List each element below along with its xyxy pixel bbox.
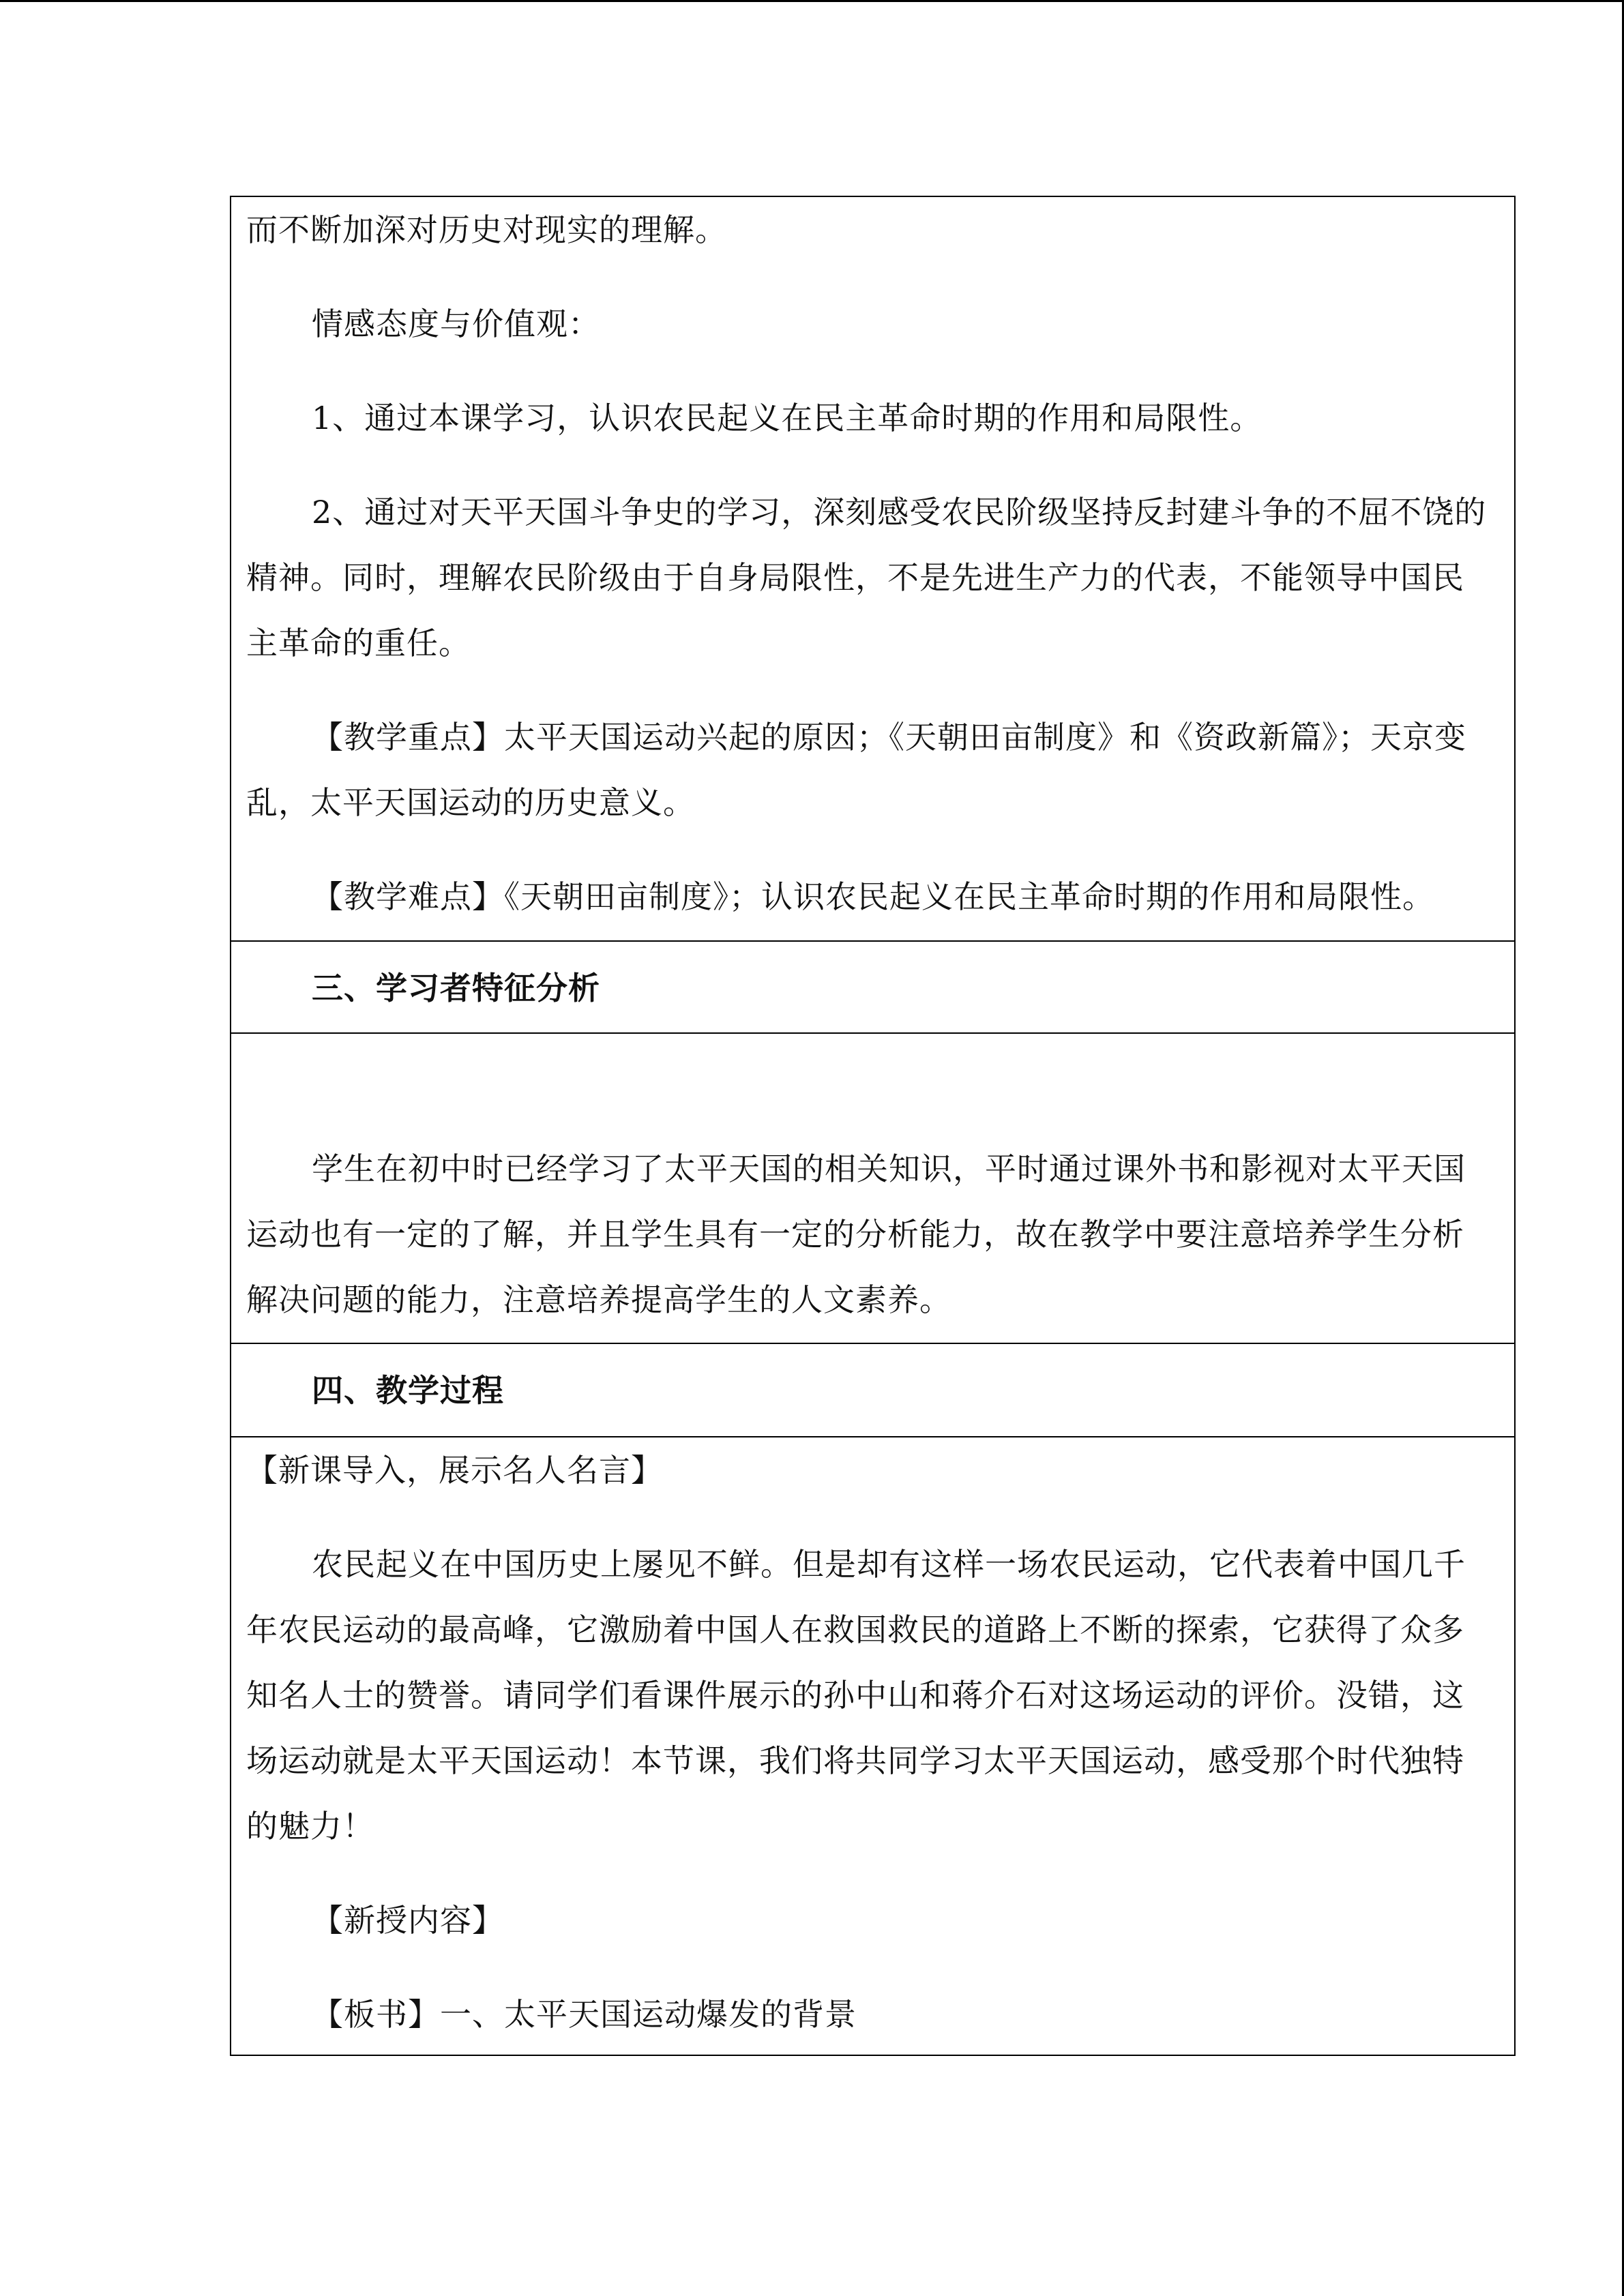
board-writing-label: 【板书】一、太平天国运动爆发的背景 (312, 1996, 857, 2033)
intro-label: 【新课导入，展示名人名言】 (246, 1452, 663, 1489)
learner-analysis-text: 学生在初中时已经学习了太平天国的相关知识，平时通过课外书和影视对太平天国运动也有一定的了解，并且学生具有一定的分析能力，故在教学中要注意培养学生分析解决问题的能力，注意培养提高学生的人文素养。 (246, 1150, 1466, 1318)
attitude-goal-1: 1、通过本课学习，认识农民起义在民主革命时期的作用和局限性。 (312, 400, 1263, 436)
attitude-values-title: 情感态度与价值观： (312, 305, 600, 342)
key-points-text: 【教学重点】太平天国运动兴起的原因；《天朝田亩制度》和《资政新篇》；天京变乱，太平天国运动的历史意义。 (246, 719, 1466, 821)
difficult-points-text: 【教学难点】《天朝田亩制度》；认识农民起义在民主革命时期的作用和局限性。 (312, 878, 1434, 915)
teaching-goals-cell (231, 197, 1514, 940)
goals-continuation-text: 而不断加深对历史对现实的理解。 (246, 211, 727, 248)
new-content-label: 【新授内容】 (312, 1902, 504, 1939)
teaching-process-heading-cell (231, 1343, 1514, 1436)
learner-analysis-heading-cell (231, 940, 1514, 1032)
learner-analysis-cell (231, 1032, 1514, 1343)
attitude-goal-2: 2、通过对天平天国斗争史的学习，深刻感受农民阶级坚持反封建斗争的不屈不饶的精神。同时，理解农民阶级由于自身局限性，不是先进生产力的代表，不能领导中国民主革命的重任。 (246, 494, 1487, 661)
teaching-process-heading: 四、教学过程 (312, 1372, 504, 1409)
teaching-process-cell (231, 1436, 1514, 2055)
intro-body-text: 农民起义在中国历史上屡见不鲜。但是却有这样一场农民运动，它代表着中国几千年农民运动的最高峰，它激励着中国人在救国救民的道路上不断的探索，它获得了众多知名人士的赞誉。请同学们看课件展示的孙中山和蒋介石对这场运动的评价。没错，这场运动就是太平天国运动！本节课，我们将共同学习太平天国运动，感受那个时代独特的魅力！ (246, 1546, 1466, 1845)
page-top-border (0, 0, 1624, 2)
lesson-plan-table (230, 196, 1516, 2056)
learner-analysis-heading: 三、学习者特征分析 (312, 970, 600, 1007)
